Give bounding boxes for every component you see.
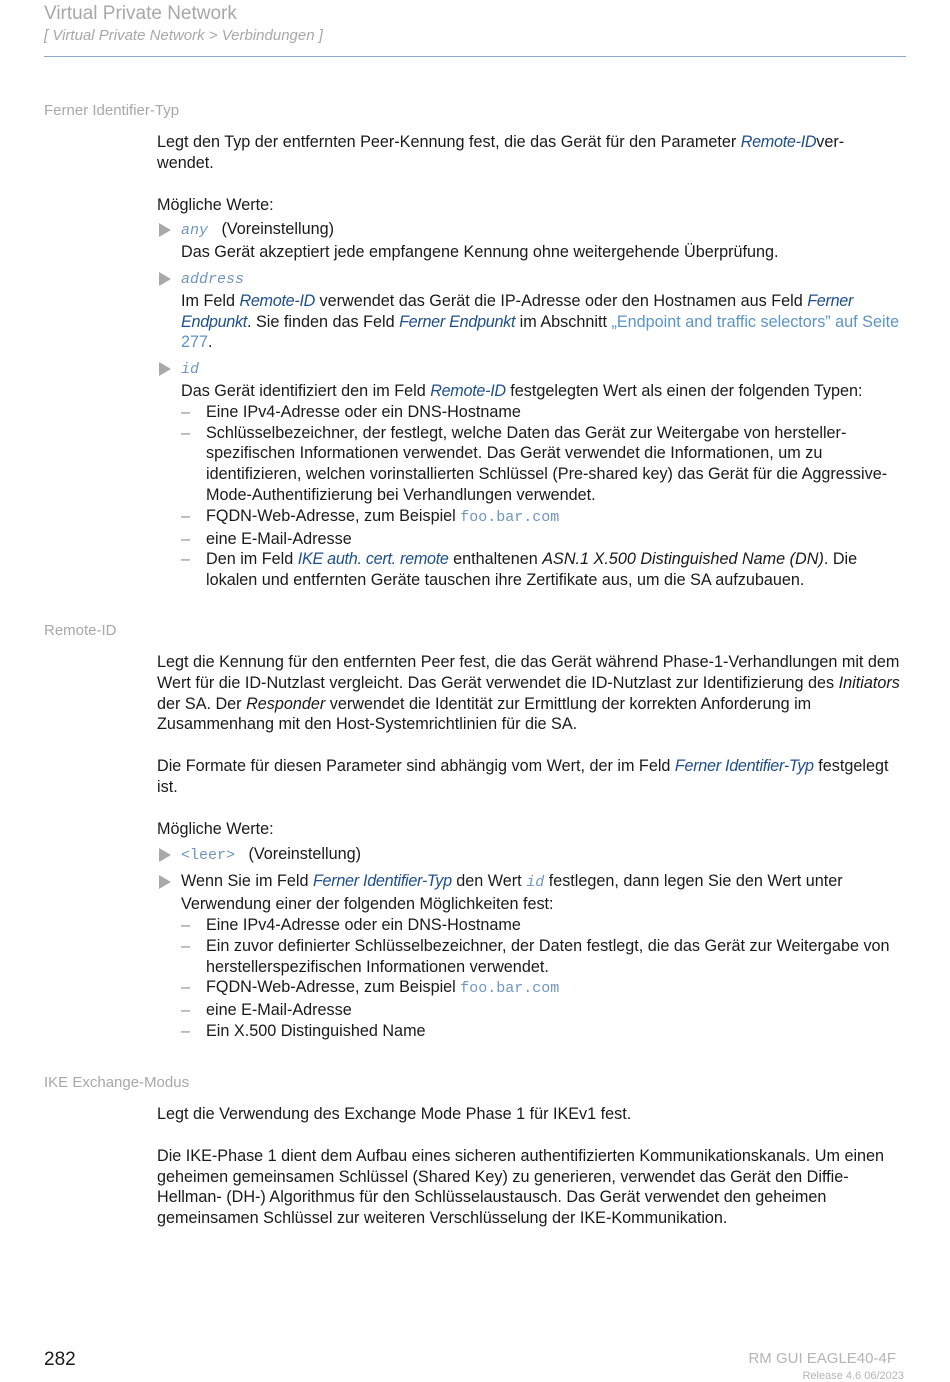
text: im Abschnitt <box>515 312 612 331</box>
parameter-reference: Remote-ID <box>239 291 316 310</box>
dash-icon: – <box>181 978 191 997</box>
sub-list-item <box>181 402 907 423</box>
sub-list-item <box>181 1021 907 1042</box>
parameter-reference: IKE auth. cert. remote <box>297 550 449 569</box>
text: Eine IPv4-Adresse oder ein DNS-Hostname <box>206 402 521 421</box>
text: Legt den Typ der entfernten Peer-Kennung fest, die das Gerät für den Parameter <box>157 133 741 151</box>
dash-icon: – <box>181 529 191 548</box>
text: festlegen, dann legen Sie den Wert unter Verwendung einer der folgenden Möglichkeiten fest: <box>181 872 843 914</box>
dash-icon: – <box>181 915 191 934</box>
value-code: <leer> <box>181 846 236 864</box>
text: ver- <box>816 133 845 151</box>
text: der SA. Der <box>157 694 247 713</box>
text: FQDN-Web-Adresse, zum Beispiel <box>206 978 461 997</box>
section-body-remote-id <box>157 652 907 1042</box>
text: Legt die Kennung für den entfernten Peer fest, die das Gerät während Phase-1-Verhandlungen mit dem Wert für die ID-Nutzlast vergleicht. Das Gerät verwendet die ID-Nutzlast zur Identifizierung des <box>157 653 900 692</box>
possible-values-heading: Mögliche Werte: <box>157 195 274 214</box>
possible-values-heading: Mögliche Werte: <box>157 819 274 838</box>
dash-icon: – <box>181 1001 191 1020</box>
sub-list-item <box>181 529 907 550</box>
text: Schlüsselbezeichner, der festlegt, welche Daten das Gerät zur Weitergabe von hersteller-spezifischen Informationen verwendet. Das Gerät verwendet die Informationen, um zu identifizieren, welchen vorinstallierten Schlüssel (Pre-shared key) das Gerät für die Aggressive-Mode-Authentifizierung bei Verhandlungen verwendet. <box>206 423 888 504</box>
section-label-remote-id: Remote-ID <box>44 622 117 639</box>
value-description: Das Gerät akzeptiert jede empfangene Kennung ohne weitergehende Überprüfung. <box>181 243 779 262</box>
dash-icon: – <box>181 506 191 525</box>
text: Wenn Sie im Feld <box>181 872 313 891</box>
list-item <box>157 871 907 915</box>
cross-reference-link[interactable]: „Endpoint and traffic selectors” auf Seite 277 <box>181 312 900 352</box>
text: . Die lokalen und entfernten Geräte tauschen ihre Zertifikate aus, um die SA aufzubauen. <box>206 550 858 590</box>
list-item <box>157 268 907 353</box>
text: . <box>208 333 213 352</box>
text: Ein zuvor definierter Schlüsselbezeichner, der Daten festlegt, die das Gerät zur Weitergabe von herstellerspezifischen Informationen verwendet. <box>206 936 890 976</box>
footer-release: Release 4.6 06/2023 <box>802 1370 904 1382</box>
text: verwendet das Gerät die IP-Adresse oder den Hostnamen aus Feld <box>315 291 808 310</box>
text: FQDN-Web-Adresse, zum Beispiel <box>206 506 461 525</box>
sub-list-item <box>181 936 907 978</box>
sub-list-item <box>181 423 907 506</box>
bullet-triangle-icon <box>159 848 171 862</box>
parameter-reference: Ferner Endpunkt <box>181 291 854 331</box>
bullet-triangle-icon <box>159 272 171 286</box>
text: den Wert <box>451 872 527 891</box>
text: . Sie finden das Feld <box>247 312 400 331</box>
sub-list-item <box>181 915 907 936</box>
section-label-ike-exchange-mode: IKE Exchange-Modus <box>44 1074 190 1091</box>
section-body-ike-exchange-mode <box>157 1104 907 1229</box>
list-item <box>157 844 907 867</box>
text: wendet. <box>157 153 214 172</box>
sub-list-item <box>181 977 907 1000</box>
emphasis: ASN.1 X.500 Distinguished Name (DN) <box>542 550 824 569</box>
sub-list <box>181 915 907 1042</box>
sub-list <box>181 402 907 591</box>
dash-icon: – <box>181 550 191 569</box>
paragraph <box>157 652 907 735</box>
text: eine E-Mail-Adresse <box>206 1001 352 1020</box>
text: Den im Feld <box>206 550 298 569</box>
value-code: any <box>181 222 209 240</box>
parameter-reference: Ferner Identifier-Typ <box>674 757 814 776</box>
text: Ein X.500 Distinguished Name <box>206 1021 426 1040</box>
emphasis: Initiators <box>838 673 900 692</box>
emphasis: Responder <box>246 694 326 713</box>
example-code: foo.bar.com <box>460 508 560 526</box>
default-note: (Voreinstellung) <box>221 220 334 239</box>
parameter-reference: Ferner Endpunkt <box>399 312 516 331</box>
text: Eine IPv4-Adresse oder ein DNS-Hostname <box>206 915 521 934</box>
breadcrumb: [ Virtual Private Network > Verbindungen ] <box>44 27 323 44</box>
section-label-remote-id-type: Ferner Identifier-Typ <box>44 102 180 119</box>
dash-icon: – <box>181 402 191 421</box>
text: festgelegt ist. <box>157 757 889 796</box>
example-code: foo.bar.com <box>460 980 560 998</box>
text: verwendet die Identität zur Ermittlung der korrekten Anforderung im Zusammenhang mit den Host-Systemrichtlinien für die SA. <box>157 694 812 734</box>
header-divider <box>44 56 906 57</box>
paragraph <box>157 132 907 174</box>
value-code: id <box>526 874 545 892</box>
paragraph: Die IKE-Phase 1 dient dem Aufbau eines sicheren authentifizierten Kommunikationskanals. Um einen geheimen gemeinsamen Schlüssel (Shared Key) zu generieren, verwendet das Gerät den Diffie-Hellman- (DH-) Algorithmus für den Schlüsselaustausch. Das Gerät verwendet den geheimen gemeinsamen Schlüssel zur weiteren Verschlüsselung der IKE-Kommunikation. <box>157 1146 885 1228</box>
bullet-triangle-icon <box>159 362 171 376</box>
text: Im Feld <box>181 291 240 310</box>
list-item <box>157 358 907 402</box>
page-number: 282 <box>44 1349 76 1370</box>
text: eine E-Mail-Adresse <box>206 529 352 548</box>
dash-icon: – <box>181 423 191 442</box>
bullet-triangle-icon <box>159 875 171 889</box>
text: Die Formate für diesen Parameter sind abhängig vom Wert, der im Feld <box>157 757 675 776</box>
default-note: (Voreinstellung) <box>248 844 361 863</box>
dash-icon: – <box>181 1021 191 1040</box>
value-code: id <box>181 361 200 379</box>
paragraph <box>157 756 907 798</box>
parameter-reference: Ferner Identifier-Typ <box>312 872 452 891</box>
text: festgelegten Wert als einen der folgenden Typen: <box>505 381 863 400</box>
bullet-triangle-icon <box>159 223 171 237</box>
sub-list-item <box>181 506 907 529</box>
value-code: address <box>181 270 245 288</box>
page-header-title: Virtual Private Network <box>44 3 237 24</box>
sub-list-item <box>181 1000 907 1021</box>
text: Das Gerät identifiziert den im Feld <box>181 381 431 400</box>
list-item <box>157 219 907 263</box>
text: enthaltenen <box>448 550 543 569</box>
sub-list-item <box>181 549 907 591</box>
section-body-remote-id-type <box>157 132 907 591</box>
paragraph: Legt die Verwendung des Exchange Mode Phase 1 für IKEv1 fest. <box>157 1105 632 1123</box>
parameter-reference: Remote-ID <box>430 381 506 400</box>
footer-document-title: RM GUI EAGLE40-4F <box>748 1350 896 1367</box>
dash-icon: – <box>181 936 191 955</box>
parameter-reference: Remote-ID <box>740 133 817 151</box>
